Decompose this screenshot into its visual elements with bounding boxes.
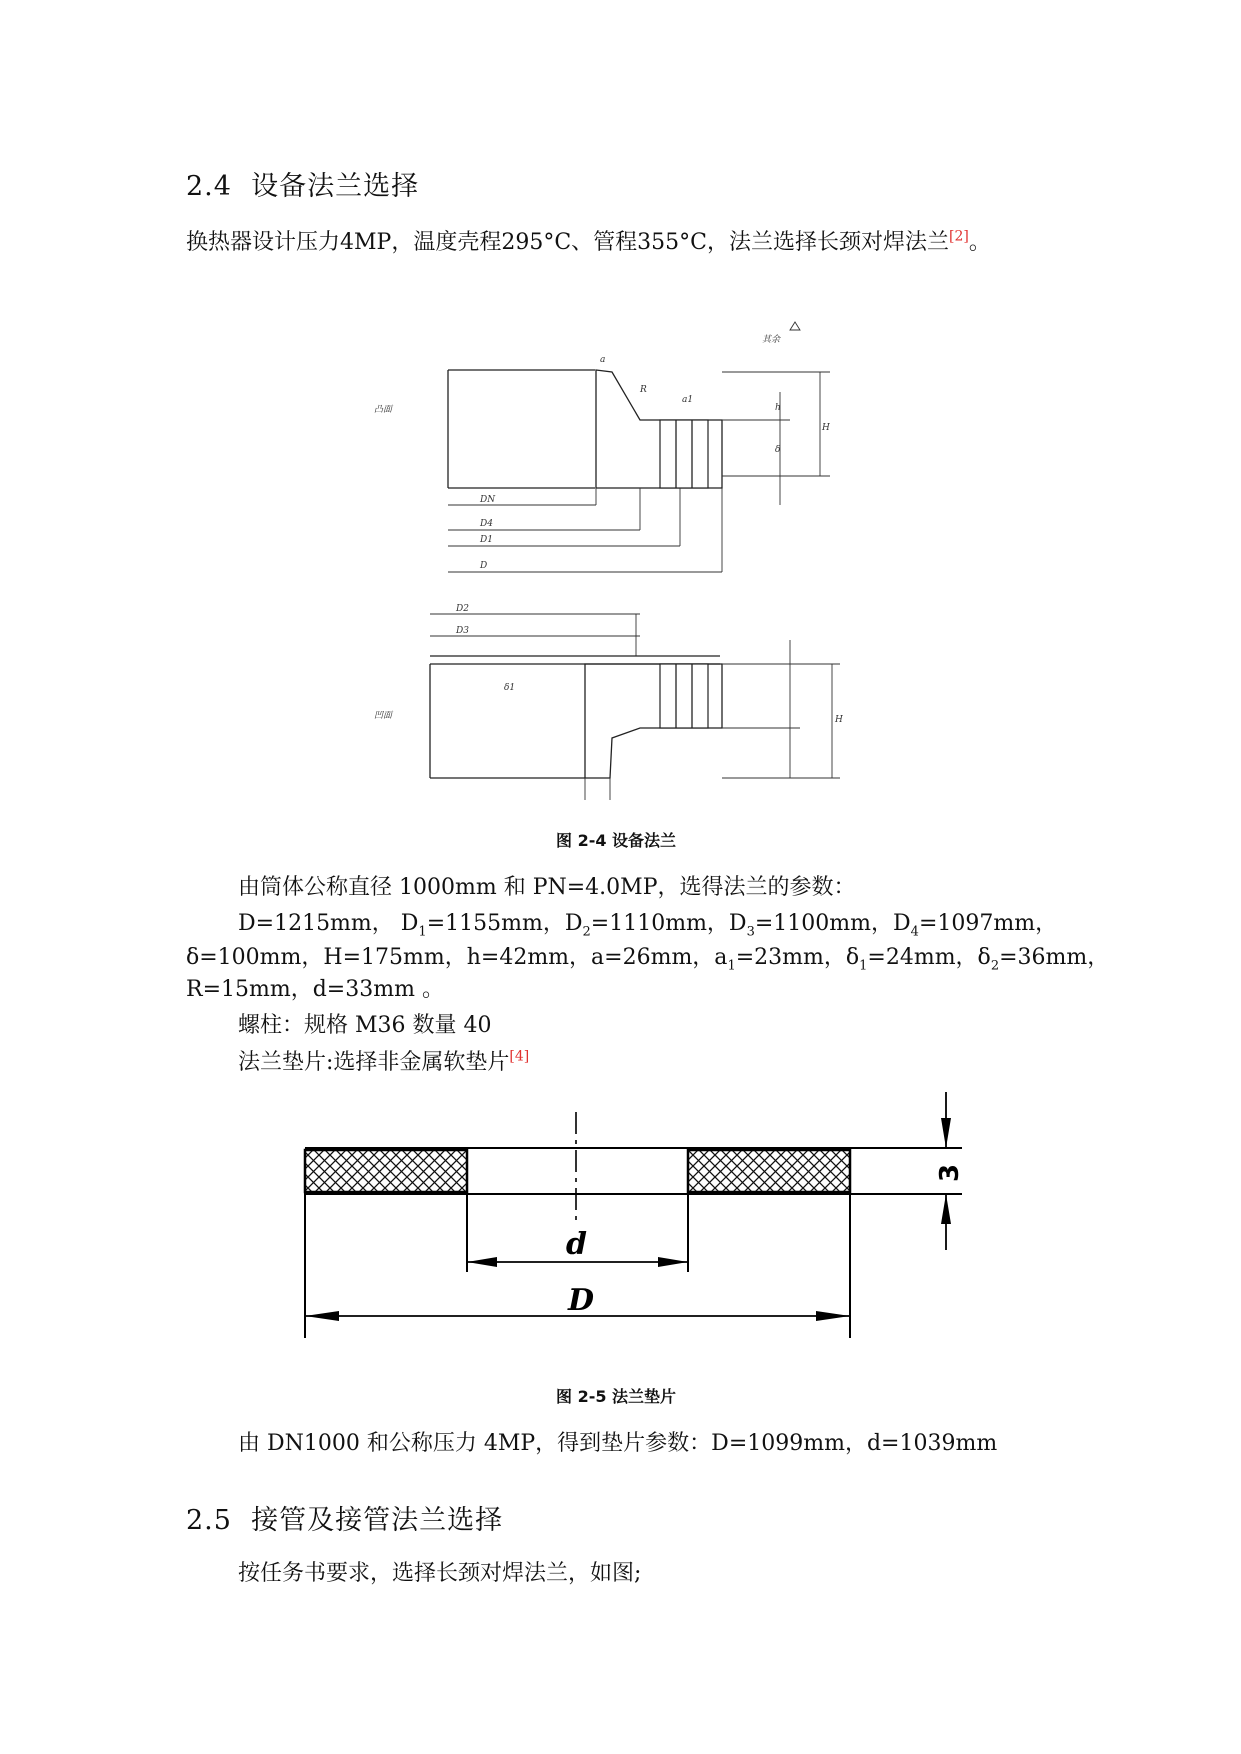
subscript: 2 xyxy=(582,924,591,940)
a-label: a xyxy=(600,355,606,365)
delta1-label: δ1 xyxy=(504,683,516,693)
subscript: 1 xyxy=(727,958,736,974)
bolt-spec: 螺柱：规格 M36 数量 40 xyxy=(238,1013,492,1038)
param-text: =23mm，δ xyxy=(735,945,860,970)
recessed-face-label: 凹面 xyxy=(374,711,393,721)
param-text: δ=100mm，H=175mm，h=42mm，a=26mm，a xyxy=(186,945,728,970)
delta-label: δ xyxy=(775,445,781,455)
d1-label: D1 xyxy=(480,535,493,545)
reference-link[interactable]: [4] xyxy=(509,1048,530,1065)
params-intro: 由筒体公称直径 1000mm 和 PN=4.0MP，选得法兰的参数： xyxy=(238,875,856,900)
section-2-5-heading xyxy=(186,1498,503,1537)
param-text: =1097mm， xyxy=(918,911,1058,936)
subscript: 3 xyxy=(746,924,755,940)
d-label: D xyxy=(480,561,488,571)
h-small-label: h xyxy=(775,403,781,413)
gasket-D-label: D xyxy=(568,1283,595,1318)
intro-end: 。 xyxy=(968,230,991,255)
params-line-4: R=15mm，d=33mm 。 xyxy=(186,977,444,1002)
param-text: =36mm， xyxy=(999,945,1110,970)
h-big-label-2: H xyxy=(835,715,843,725)
subscript: 1 xyxy=(859,958,868,974)
figure-2-4-caption: 图 2-4 设备法兰 xyxy=(556,831,677,850)
param-text: =1110mm，D xyxy=(590,911,747,936)
d3-label: D3 xyxy=(456,626,469,636)
param-text: =24mm，δ xyxy=(867,945,991,970)
a1-label: a1 xyxy=(682,395,694,405)
d4-label: D4 xyxy=(480,519,493,529)
h-label: H xyxy=(822,423,830,433)
intro-text: 换热器设计压力4MP，温度壳程295°C、管程355°C，法兰选择长颈对焊法兰 xyxy=(186,230,949,255)
section-title: 设备法兰选择 xyxy=(251,171,420,202)
figure-2-5-caption: 图 2-5 法兰垫片 xyxy=(556,1387,677,1406)
note-label: 其余 xyxy=(762,335,781,345)
dn-label: DN xyxy=(480,495,496,505)
gasket-d-label: d xyxy=(566,1227,587,1262)
gasket-text: 法兰垫片:选择非金属软垫片 xyxy=(238,1050,510,1075)
subscript: 2 xyxy=(990,958,1000,974)
section-2-5-text: 按任务书要求，选择长颈对焊法兰，如图; xyxy=(238,1561,642,1586)
d2-label: D2 xyxy=(456,604,469,614)
param-text: =1155mm，D xyxy=(426,911,583,936)
raised-face-label: 凸面 xyxy=(374,405,393,415)
gasket-result: 由 DN1000 和公称压力 4MP，得到垫片参数：D=1099mm，d=1039mm xyxy=(238,1431,998,1456)
r-label: R xyxy=(640,385,647,395)
section-title: 接管及接管法兰选择 xyxy=(251,1505,504,1536)
reference-link[interactable]: [2] xyxy=(948,228,969,245)
subscript: 4 xyxy=(910,924,919,940)
param-d: D=1215mm， D xyxy=(238,911,419,936)
param-text: =1100mm，D xyxy=(754,911,911,936)
section-number: 2.5 xyxy=(186,1505,232,1536)
section-number: 2.4 xyxy=(186,171,232,202)
subscript: 1 xyxy=(418,924,427,940)
gasket-thickness-label: 3 xyxy=(935,1163,965,1182)
